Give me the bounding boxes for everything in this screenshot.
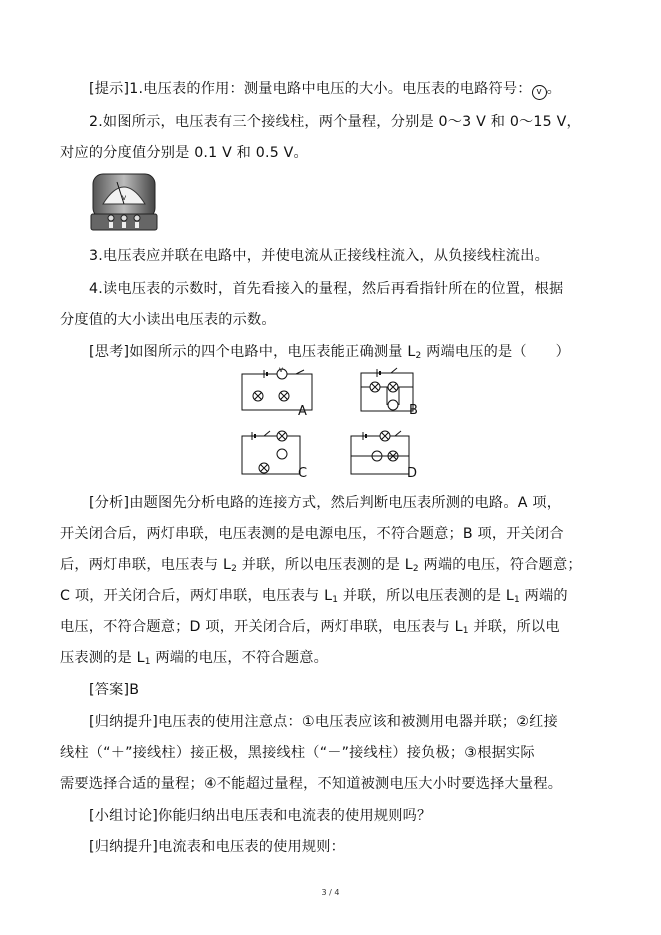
- summary-4: [归纳提升]电流表和电压表的使用规则：: [89, 839, 346, 855]
- circuit-a: [238, 367, 316, 419]
- para-hint-2b: 对应的分度值分别是 0.1 V 和 0.5 V。: [60, 145, 308, 161]
- summary-3: 需要选择合适的量程；④不能超过量程，不知道被测电压大小时要选择大量程。: [60, 776, 563, 792]
- label-a: A: [298, 404, 307, 419]
- voltmeter-symbol-icon: v: [532, 85, 547, 100]
- para-hint-3: 3.电压表应并联在电路中，并使电流从正接线柱流入，从负接线柱流出。: [89, 248, 549, 264]
- voltmeter-illustration: [89, 168, 159, 236]
- analysis-4: C 项，开关闭合后，两灯串联，电压表与 $L_1$ 并联，所以电压表测的是 $L_1$ 两端的: [60, 588, 568, 605]
- analysis-3: 后，两灯串联，电压表与 $L_2$ 并联，所以电压表测的是 $L_2$ 两端的电压，符合题意；: [60, 557, 582, 574]
- analysis-2: 开关闭合后，两灯串联，电压表测的是电源电压，不符合题意；B 项，开关闭合: [60, 526, 564, 542]
- para-hint-2a: 2.如图所示，电压表有三个接线柱，两个量程，分别是 0～3 V 和 0～15 V，: [89, 114, 581, 130]
- circuit-b: [357, 365, 417, 417]
- circuit-c: [238, 428, 308, 481]
- para-hint-4a: 4.读电压表的示数时，首先看接入的量程，然后再看指针所在的位置，根据: [89, 281, 564, 297]
- answer: [答案]B: [89, 682, 140, 698]
- label-b: B: [409, 403, 418, 418]
- question: [思考]如图所示的四个电路中，电压表能正确测量 $L_2$ 两端电压的是（ ）: [89, 344, 570, 361]
- summary-2: 线柱（“＋”接线柱）接正极，黑接线柱（“－”接线柱）接负极；③根据实际: [60, 745, 535, 761]
- circuit-d: [347, 428, 418, 481]
- analysis-6: 压表测的是 $L_1$ 两端的电压，不符合题意。: [60, 650, 329, 667]
- svg-text:V: V: [122, 195, 127, 202]
- summary-1: [归纳提升]电压表的使用注意点：①电压表应该和被测用电器并联；②红接: [89, 714, 558, 730]
- label-d: D: [407, 466, 418, 481]
- group-discussion: [小组讨论]你能归纳出电压表和电流表的使用规则吗？: [89, 808, 432, 824]
- label-v: V: [279, 367, 284, 374]
- para-hint-1: [提示]1.电压表的作用：测量电路中电压的大小。电压表的电路符号： v 。: [89, 79, 605, 100]
- analysis-1: [分析]由题图先分析电路的连接方式，然后判断电压表所测的电路。A 项，: [89, 495, 562, 511]
- analysis-5: 电压，不符合题意；D 项，开关闭合后，两灯串联，电压表与 $L_1$ 并联，所以电: [60, 619, 560, 636]
- page-number: 3 / 4: [321, 888, 340, 897]
- para-hint-4b: 分度值的大小读出电压表的示数。: [60, 312, 276, 328]
- label-c: C: [298, 466, 308, 481]
